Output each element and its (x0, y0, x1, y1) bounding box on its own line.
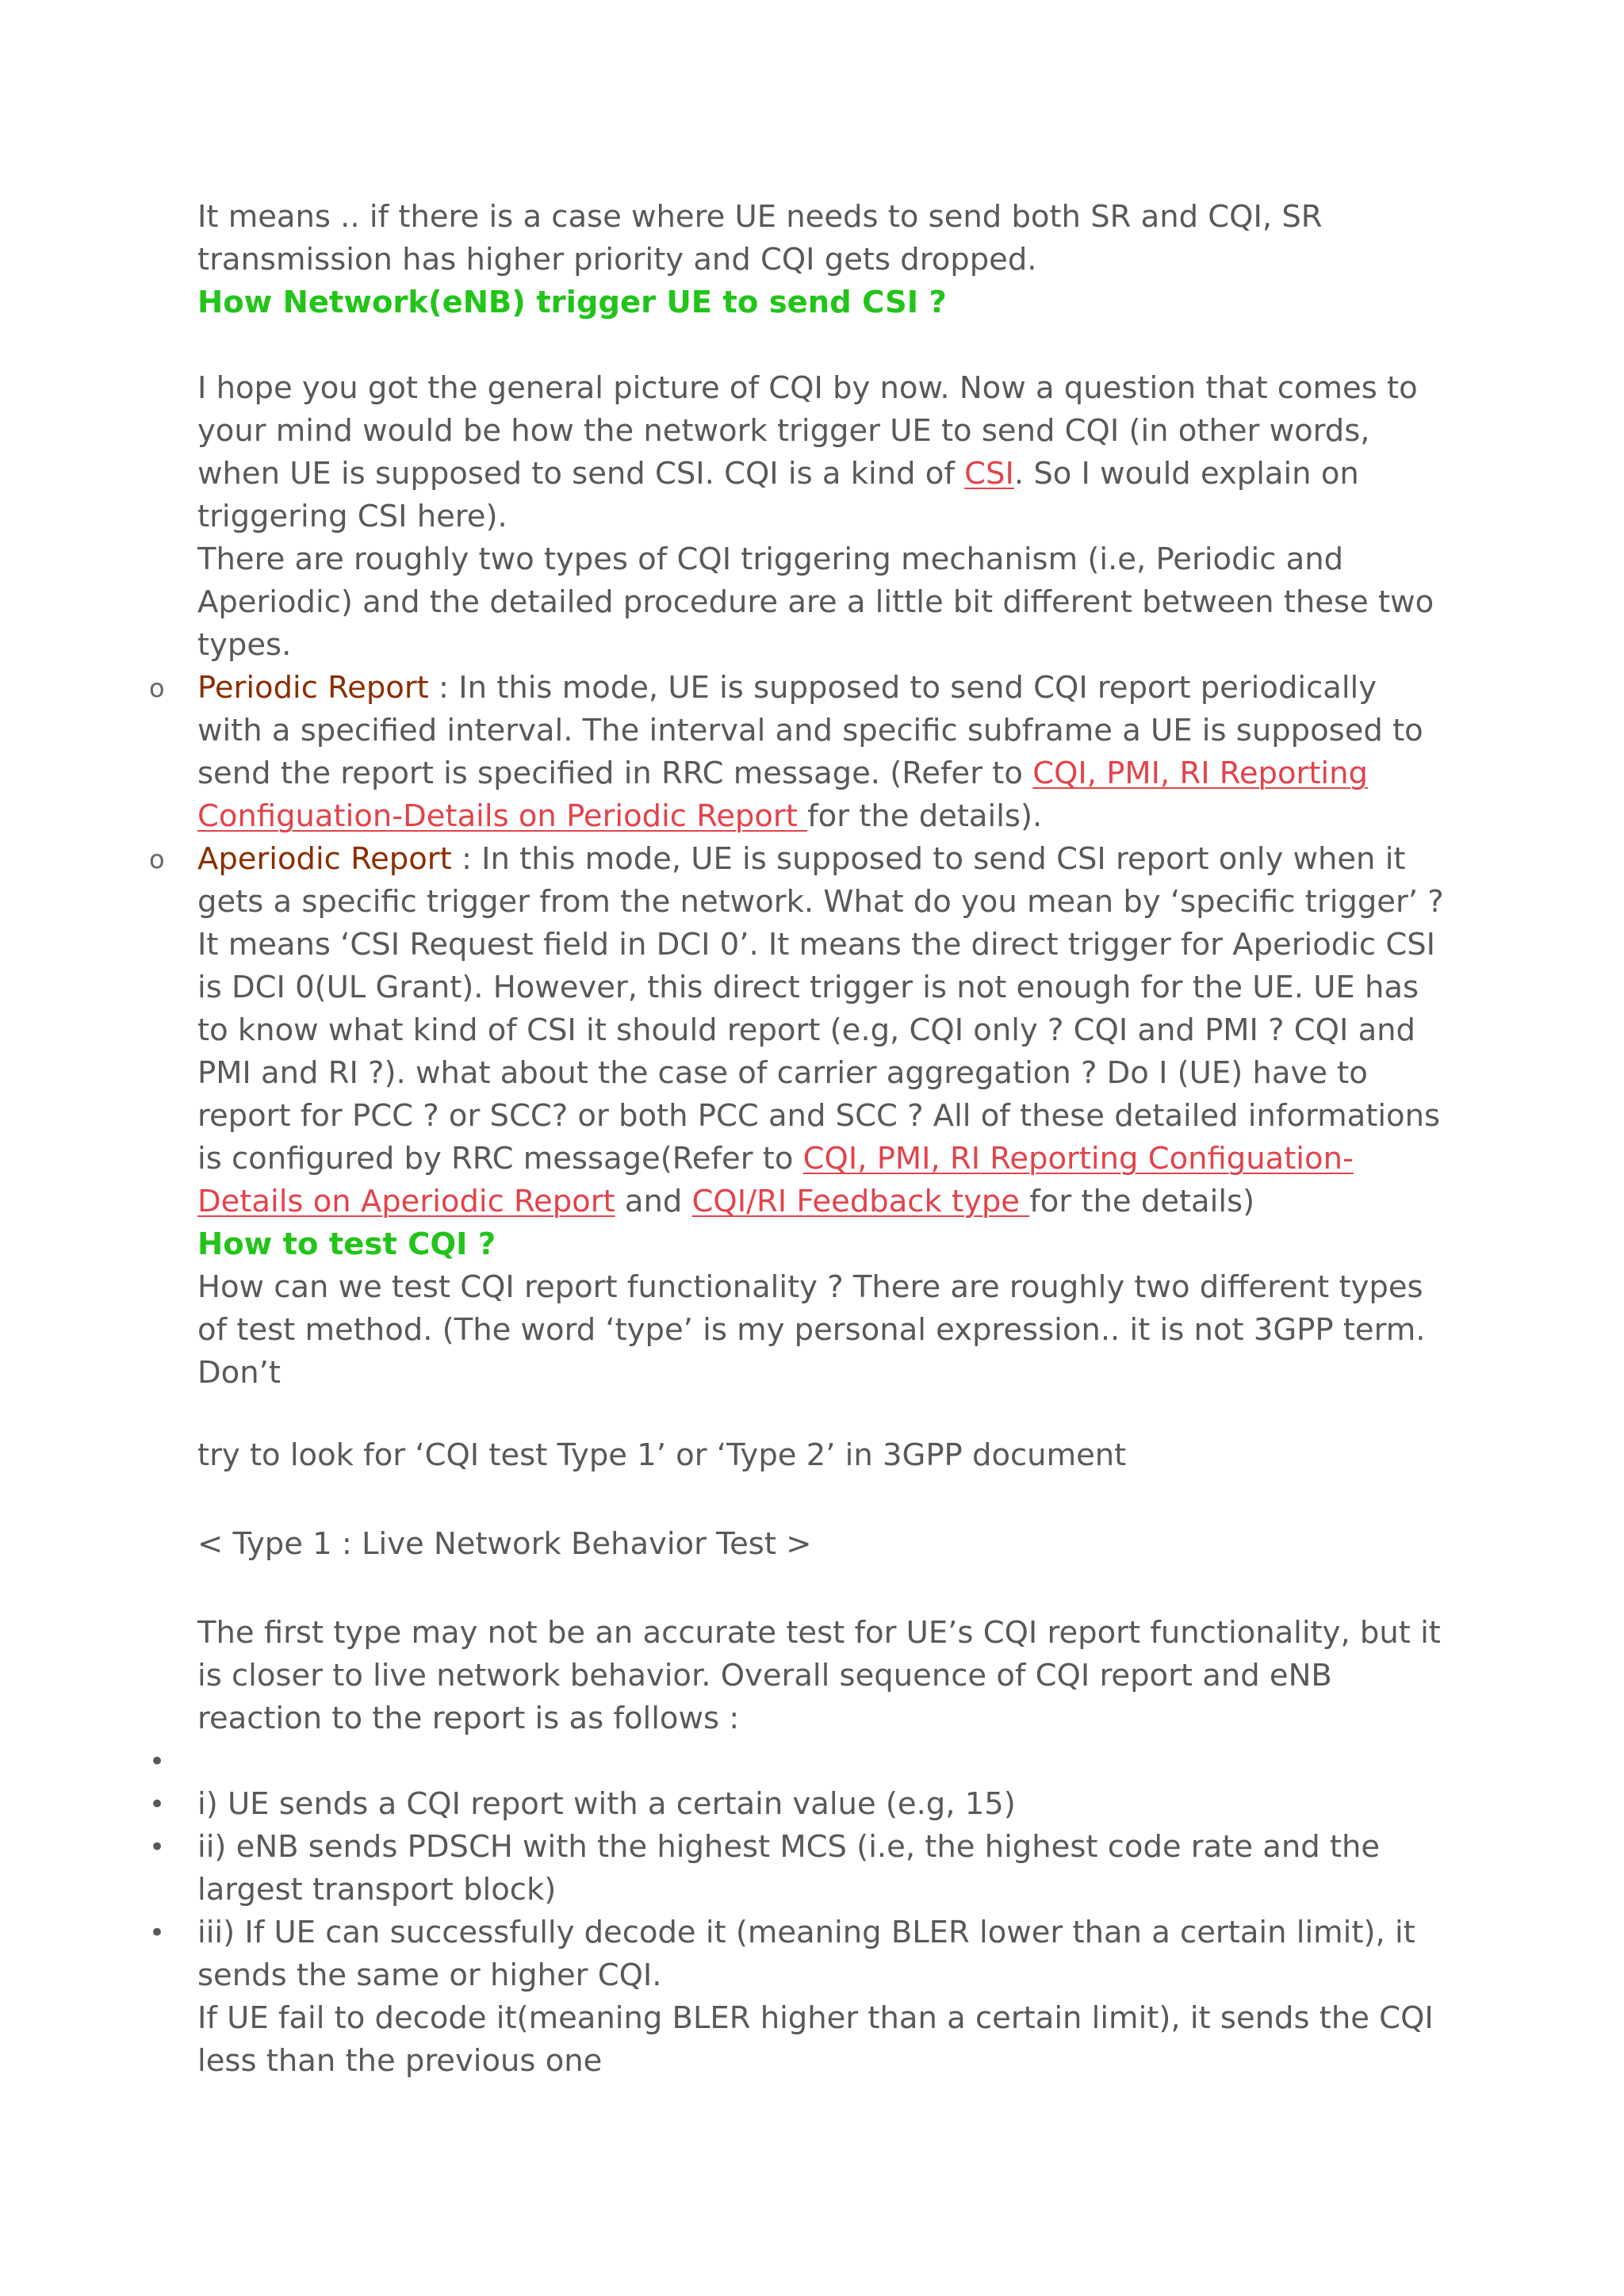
aperiodic-config-link[interactable]: CQI, PMI, RI Reporting Configuation-Details on Aperiodic Report (197, 1141, 1354, 1219)
bullet-icon: • (149, 1746, 166, 1777)
aperiodic-after: for the details) (1029, 1184, 1255, 1219)
step-text (197, 1740, 1450, 1783)
heading-test: How to test CQI ? (197, 1226, 496, 1262)
periodic-text: : In this mode, UE is supposed to send CQI report periodically with a specified interval. The interval and specific subframe a UE is supposed to send the report is specified in RRC message. (Refer to (197, 670, 1423, 791)
picture-paragraph (197, 367, 1450, 538)
first-type-paragraph: The first type may not be an accurate test for UE’s CQI report functionality, but it is closer to live network behavior. Overall sequence of CQI report and eNB reaction to the report is as follows : (197, 1615, 1441, 1736)
aperiodic-term: Aperiodic Report (197, 841, 452, 877)
heading-trigger: How Network(eNB) trigger UE to send CSI ? (197, 285, 947, 320)
step-text: i) UE sends a CQI report with a certain value (e.g, 15) (197, 1786, 1016, 1822)
blank-line (197, 1566, 1450, 1612)
step-text: ii) eNB sends PDSCH with the highest MCS (i.e, the highest code rate and the largest transport block) (197, 1829, 1381, 1908)
blank-line (197, 324, 1450, 367)
step-text: iii) If UE can successfully decode it (meaning BLER lower than a certain limit), it sends the same or higher CQI. (197, 1915, 1415, 1993)
list-item-step-3 (149, 1911, 1450, 2083)
picture-text-after: . So I would explain on triggering CSI here). (197, 456, 1359, 534)
blank-line (197, 1395, 1450, 1434)
feedback-type-link[interactable]: CQI/RI Feedback type (691, 1184, 1030, 1219)
periodic-term: Periodic Report (197, 670, 429, 706)
hollow-bullet-icon: o (149, 673, 165, 703)
list-item-step-2 (149, 1826, 1450, 1911)
periodic-paragraph (197, 667, 1450, 838)
list-item-step-1 (149, 1783, 1450, 1826)
csi-link[interactable]: CSI (964, 456, 1014, 492)
hollow-bullet-icon: o (149, 844, 165, 874)
list-item-periodic (149, 667, 1450, 838)
type1-title: < Type 1 : Live Network Behavior Test > (197, 1526, 812, 1562)
aperiodic-text: : In this mode, UE is supposed to send CSI report only when it gets a specific trigger from the network. What do you mean by ‘specific trigger’ ? It means ‘CSI Request field in DCI 0’. It means the direct trigger for Aperiodic CSI is DCI 0(UL Grant). However, this direct trigger is not enough for the UE. UE has to know what kind of CSI it should report (e.g, CQI only ? CQI and PMI ? CQI and PMI and RI ?). what about the case of carrier aggregation ? Do I (UE) have to report for PCC ? or SCC? or both PCC and SCC ? All of these detailed informations is configured by RRC message(Refer to (197, 841, 1444, 1177)
step-fail-text: If UE fail to decode it(meaning BLER higher than a certain limit), it sends the CQI less than the previous one (197, 2000, 1434, 2079)
aperiodic-paragraph (197, 838, 1450, 1223)
list-item-empty (149, 1740, 1450, 1783)
list-item-aperiodic (149, 838, 1450, 1223)
blank-line (197, 1477, 1450, 1523)
types-paragraph: There are roughly two types of CQI triggering mechanism (i.e, Periodic and Aperiodic) and the detailed procedure are a little bit different between these two types. (197, 541, 1434, 663)
picture-text-before: I hope you got the general picture of CQI by now. Now a question that comes to your mind would be how the network trigger UE to send CQI (in other words, when UE is supposed to send CSI. CQI is a kind of (197, 370, 1418, 492)
bullet-icon: • (149, 1789, 166, 1820)
test-paragraph-continued: try to look for ‘CQI test Type 1’ or ‘Type 2’ in 3GPP document (197, 1437, 1127, 1473)
aperiodic-between: and (615, 1184, 692, 1219)
test-paragraph: How can we test CQI report functionality ? There are roughly two different types of test method. (The word ‘type’ is my personal expression.. it is not 3GPP term. Don’t (197, 1269, 1426, 1391)
document-body (149, 196, 1450, 2083)
periodic-config-link[interactable]: CQI, PMI, RI Reporting Configuation-Details on Periodic Report (197, 756, 1368, 834)
periodic-after: for the details). (807, 798, 1043, 834)
intro-paragraph: It means .. if there is a case where UE needs to send both SR and CQI, SR transmission has higher priority and CQI gets dropped. (197, 199, 1323, 277)
bullet-icon: • (149, 1831, 166, 1863)
bullet-icon: • (149, 1917, 166, 1949)
